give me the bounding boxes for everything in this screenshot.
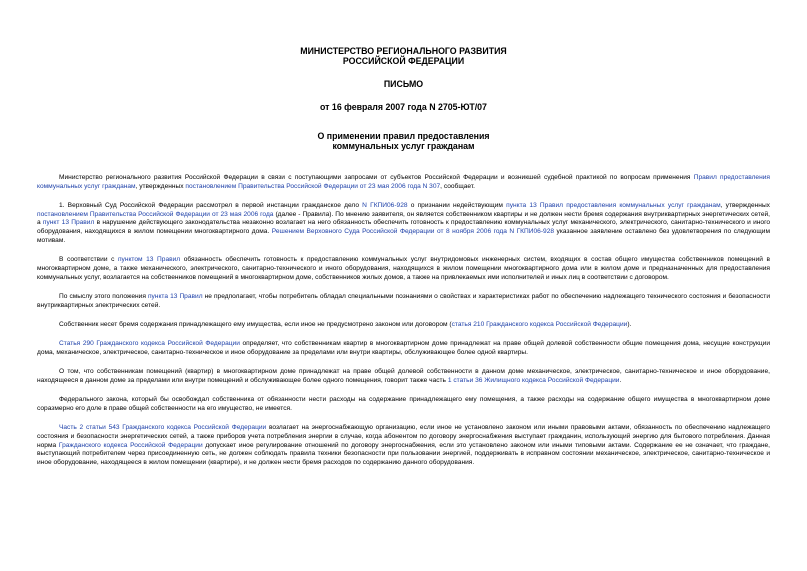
paragraph-text: , сообщает. [440, 182, 475, 190]
paragraph-text: обязанность обеспечить готовность к предоставлению коммунальных услуг внутридомовых инженерных систем, входящих в состав общего имущества собственников помещений в многоквартирном доме, а также механического, электрического, санитарно-технического и иного оборудования, находящихся в жилом помещении многоквартирного дома или в жилом доме и предназначенных для предоставления коммунальных услуг, возлагается на собственников помещений в многоквартирном доме, собственников жилых домов, а также на привлекаемых ими исполнителей и иных лиц в соответствии с договором. [37, 256, 770, 281]
subject-line-2: коммунальных услуг гражданам [332, 141, 475, 151]
paragraph-text: возлагает на энергоснабжающую организацию, если иное не установлено законом или иными правовыми актами, обязанность по обеспечению надлежащего состояния и безопасности энергетических сетей, а также приборов учета потребления энергии в случае, когда абонентом по договору энергоснабжения выступает гражданин, использующий энергию для бытового потребления. Данная норма [37, 424, 770, 449]
paragraph [37, 396, 770, 413]
paragraph [37, 368, 770, 385]
document-link[interactable]: постановлением Правительства Российской Федерации от 23 мая 2006 года [37, 210, 274, 218]
paragraph [37, 202, 770, 246]
paragraph-text: О том, что собственникам помещений (квартир) в многоквартирном доме принадлежат на праве общей долевой собственности в данном доме механическое, электрическое, санитарно-техническое и иное оборудование, находящееся в данном доме за пределами или внутри помещений и обслуживающее более одного помещения, говорит также часть [37, 368, 770, 384]
document-link[interactable]: пунктом 13 Правил [117, 256, 181, 264]
document-link[interactable]: 1 статьи 36 Жилищного кодекса Российской Федерации [447, 376, 620, 384]
document-link[interactable]: пункта 13 Правил предоставления коммунальных услуг гражданам [506, 202, 721, 209]
paragraph-text: определяет, что собственникам квартир в многоквартирном доме принадлежат на праве общей долевой собственности общие помещения дома, несущие конструкции дома, механическое, электрическое, санитарно-техническое и иное оборудование за пределами или внутри квартиры, обслуживающее более одной квартиры. [37, 340, 771, 356]
document-link[interactable]: Решением Верховного Суда Российской Федерации от 8 ноября 2006 года N ГКПИ06-928 [271, 228, 555, 236]
subject-line-1: О применении правил предоставления [317, 131, 490, 141]
document-link[interactable]: пункта 13 Правил [147, 292, 203, 300]
paragraph-text: По смыслу этого положения [59, 292, 148, 300]
ministry-title [37, 46, 770, 66]
paragraph-text: , утвержденных [720, 202, 770, 209]
paragraph [37, 424, 770, 468]
paragraph-text: в нарушение действующего законодательства незаконно возлагает на него обязанность обеспечить готовность к предоставлению коммунальных услуг механического, электрического, санитарно-технического и иного оборудования, находящихся в жилом помещении многоквартирного дома. [37, 219, 771, 236]
document-link[interactable]: Гражданского кодекса Российской Федерации [58, 441, 203, 449]
paragraph-text: о признании недействующим [407, 202, 507, 209]
document-date-number: от 16 февраля 2007 года N 2705-ЮТ/07 [320, 102, 487, 112]
paragraph [37, 293, 770, 310]
document-link[interactable]: Правил предоставления коммунальных услуг гражданам [37, 174, 770, 190]
document-link[interactable]: Часть 2 статьи 543 Гражданского кодекса Российской Федерации [59, 424, 267, 432]
paragraph-text: , утвержденных [135, 182, 186, 190]
paragraph [37, 321, 770, 330]
document-link[interactable]: пункт 13 Правил [42, 219, 95, 227]
document-link[interactable]: постановлением Правительства Российской Федерации от 23 мая 2006 года N 307 [185, 182, 441, 190]
document-body [37, 174, 770, 468]
document-link[interactable]: Статья 290 Гражданского кодекса Российской Федерации [59, 340, 240, 348]
paragraph-text: Собственник несет бремя содержания принадлежащего ему имущества, если иное не предусмотрено законом или договором ( [59, 320, 452, 328]
paragraph-text: В соответствии с [59, 256, 118, 264]
document-page [37, 0, 770, 478]
ministry-line-1: МИНИСТЕРСТВО РЕГИОНАЛЬНОГО РАЗВИТИЯ [300, 46, 507, 56]
document-type: ПИСЬМО [383, 79, 424, 89]
paragraph-text: допускает иное регулирование отношений по договору энергоснабжения, если это установлено законом или иными типовыми актами. Содержание ее не означает, что граждане, выступающий потребителем через присоединенную сеть, не должен соблюдать правила техники безопасности при пользовании энергией, поддерживать в исправном состоянии механическое, электрическое, санитарно-техническое и иное оборудование, находящееся в жилом помещении (квартире), и не должен нести бремя расходов по содержанию данного оборудования. [37, 441, 771, 466]
ministry-line-2: РОССИЙСКОЙ ФЕДЕРАЦИИ [342, 56, 465, 66]
paragraph-text: 1. Верховный Суд Российской Федерации рассмотрел в первой инстанции гражданское дело [59, 202, 363, 209]
paragraph [37, 340, 770, 357]
paragraph-text: Министерство регионального развития Российской Федерации в связи с поступающими запросами от субъектов Российской Федерации и возникшей судебной практикой по вопросам применения [59, 174, 694, 181]
paragraph-text: ). [627, 320, 632, 328]
paragraph-text: (далее - Правила). По мнению заявителя, он является собственником квартиры и не должен нести бремя содержания внутриквартирных энергетических сетей, а [37, 210, 770, 227]
paragraph-text: Федерального закона, который бы освобождал собственника от обязанности нести расходы на содержание принадлежащего ему помещения, а также расходы на содержание общего имущества в многоквартирном доме соразмерно его доле в праве общей собственности на его имущество, не имеется. [37, 396, 770, 412]
paragraph-text: не предполагает, чтобы потребитель обладал специальными познаниями о свойствах и характеристиках работ по обеспечению надлежащего технического состояния и безопасности внутриквартирных электрических сетей. [37, 292, 771, 309]
paragraph-text: указанное заявление оставлено без удовлетворения по следующим мотивам. [37, 228, 770, 244]
paragraph [37, 174, 770, 191]
document-subject [37, 131, 770, 151]
document-link[interactable]: статья 210 Гражданского кодекса Российской Федерации [451, 320, 628, 328]
paragraph [37, 256, 770, 282]
document-link[interactable]: N ГКПИ06-928 [362, 202, 408, 209]
paragraph-text: . [619, 376, 622, 384]
